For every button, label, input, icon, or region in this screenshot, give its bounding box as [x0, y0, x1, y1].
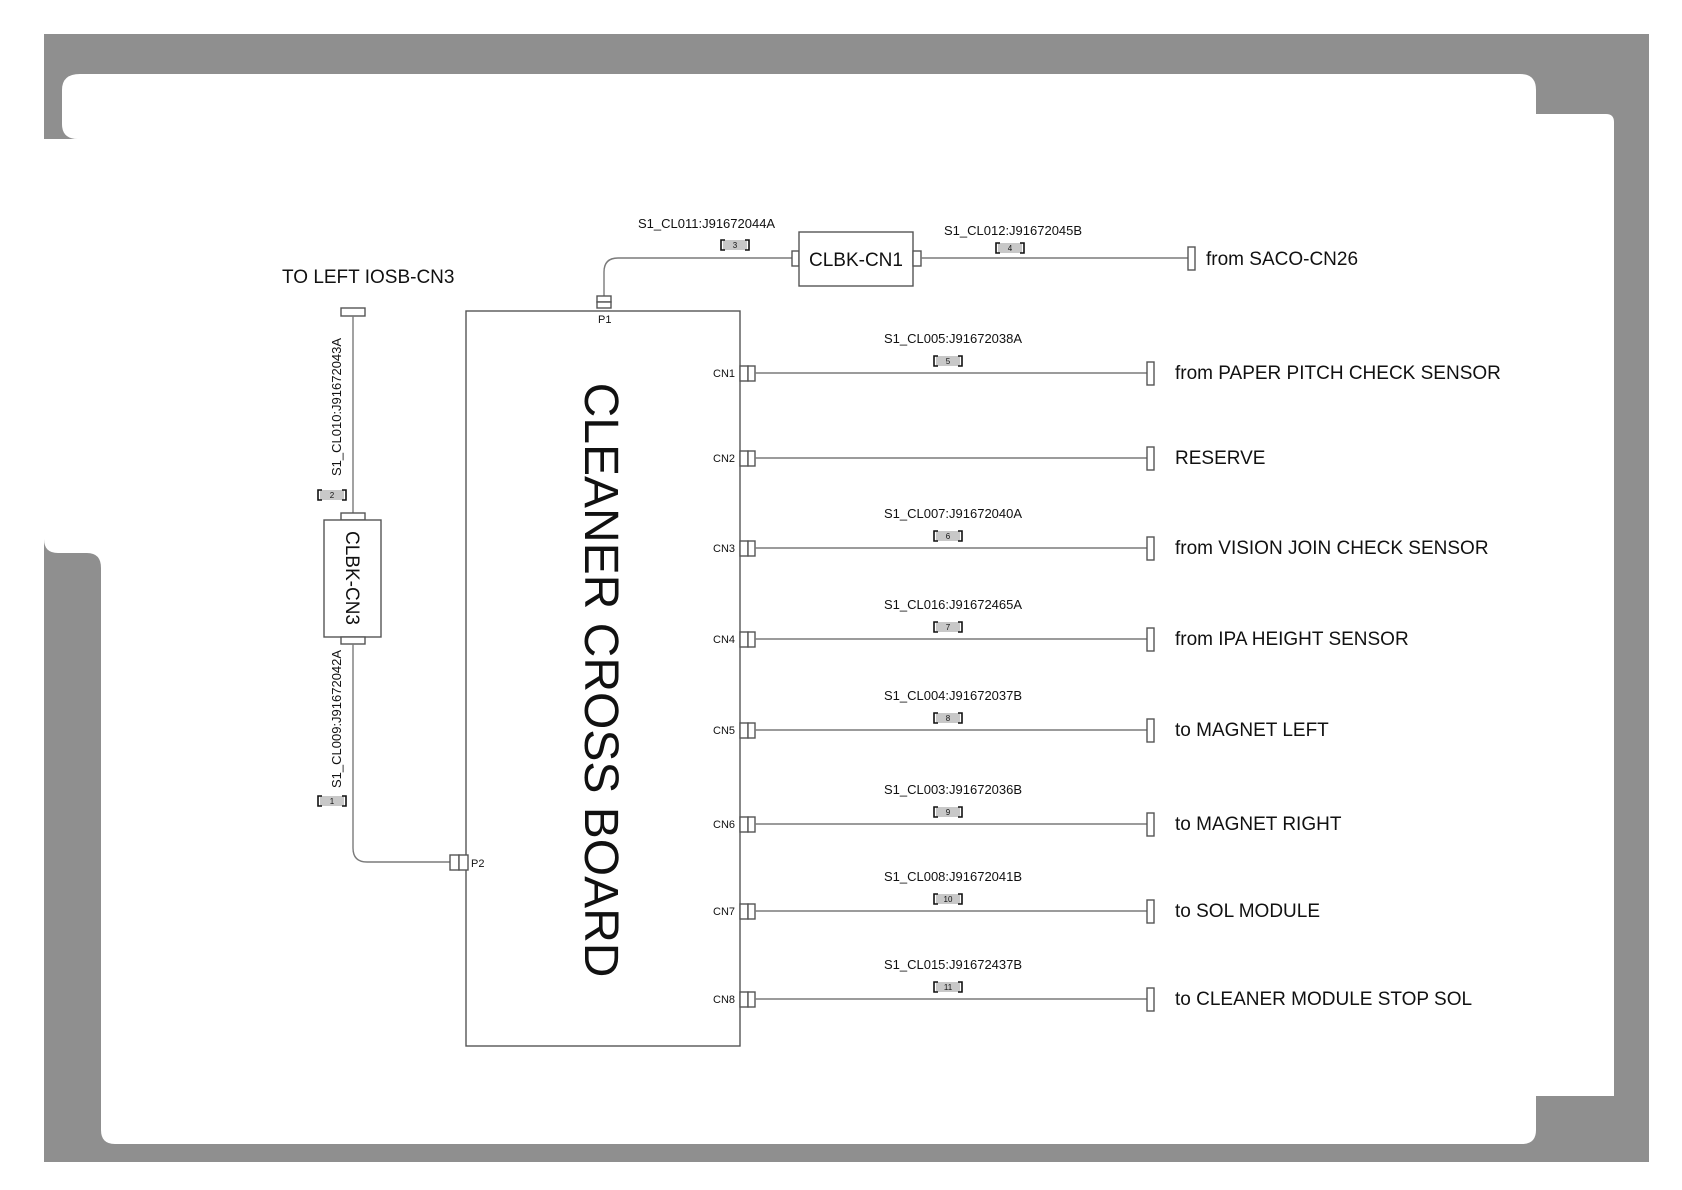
cable-label: S1_CL003:J91672036B	[883, 782, 1023, 797]
p1-label: P1	[598, 314, 612, 326]
board-connector	[740, 632, 748, 647]
destination-label: to CLEANER MODULE STOP SOL	[1175, 989, 1473, 1010]
board-connector-pin	[748, 451, 755, 466]
cleaner-cross-board	[466, 311, 740, 1046]
iosb-cn3-end-connector	[341, 308, 365, 316]
board-connector-pin	[748, 541, 755, 556]
cn-label: CN6	[713, 819, 736, 831]
end-connector	[1147, 362, 1154, 385]
cable-label-top-out: S1_CL012:J91672045B	[944, 223, 1083, 238]
tag-1-text: 1	[329, 797, 335, 806]
board-connector	[740, 723, 748, 738]
cn-label: CN1	[713, 368, 736, 380]
board-connector	[740, 992, 748, 1007]
board-connector	[740, 541, 748, 556]
tag-text: 7	[945, 623, 951, 632]
clbk-cn1-right-plug	[913, 251, 921, 266]
board-connector-pin	[748, 632, 755, 647]
saco-cn26-end-connector	[1188, 247, 1195, 270]
cable-label-left-upper: S1_CL010:J91672043A	[329, 337, 344, 476]
tag-text: 5	[945, 357, 951, 366]
cable-label: S1_CL005:J91672038A	[883, 331, 1023, 346]
tag-10	[934, 894, 962, 904]
board-connector-pin	[748, 992, 755, 1007]
tag-text: 9	[945, 808, 951, 817]
p1-connector	[597, 296, 611, 302]
destination-label: from IPA HEIGHT SENSOR	[1175, 629, 1409, 650]
board-connector	[740, 451, 748, 466]
board-connector-pin	[748, 817, 755, 832]
cable-label: S1_CL007:J91672040A	[883, 506, 1023, 521]
p1-connector-pin	[597, 302, 611, 308]
tag-4-text: 4	[1007, 244, 1013, 253]
clbk-cn1-left-plug	[792, 251, 799, 266]
p2-connector-pin	[459, 855, 468, 870]
destination-label: to MAGNET RIGHT	[1175, 814, 1342, 835]
cable-label: S1_CL016:J91672465A	[883, 597, 1023, 612]
clbk-cn3-top-plug	[341, 513, 365, 520]
end-connector	[1147, 813, 1154, 836]
board-connector-pin	[748, 723, 755, 738]
tag-7	[934, 622, 962, 632]
tag-1	[318, 796, 346, 806]
tag-6	[934, 531, 962, 541]
cn-label: CN5	[713, 725, 736, 737]
destination-label: to SOL MODULE	[1175, 901, 1321, 922]
tag-8	[934, 713, 962, 723]
end-connector	[1147, 719, 1154, 742]
cable-label: S1_CL015:J91672437B	[883, 957, 1023, 972]
end-connector	[1147, 537, 1154, 560]
cable-label-top-in: S1_CL011:J91672044A	[638, 216, 776, 231]
board-connector	[740, 817, 748, 832]
tag-9	[934, 807, 962, 817]
tag-text: 11	[943, 983, 953, 992]
cable-label: S1_CL004:J91672037B	[883, 688, 1023, 703]
board-connector-pin	[748, 366, 755, 381]
p2-connector	[450, 855, 459, 870]
tag-11	[934, 982, 962, 992]
tag-text: 10	[943, 895, 953, 904]
tag-2-text: 2	[329, 491, 335, 500]
board-connector	[740, 366, 748, 381]
end-connector	[1147, 900, 1154, 923]
left-destination-label: TO LEFT IOSB-CN3	[282, 267, 455, 288]
dest-saco-cn26: from SACO-CN26	[1206, 249, 1359, 270]
cn-label: CN3	[713, 543, 736, 555]
tag-text: 6	[945, 532, 951, 541]
board-connector	[740, 904, 748, 919]
tag-3	[721, 240, 749, 250]
tag-5	[934, 356, 962, 366]
board-connector-pin	[748, 904, 755, 919]
destination-label: RESERVE	[1175, 448, 1266, 469]
cn-label: CN4	[713, 634, 736, 646]
destination-label: from VISION JOIN CHECK SENSOR	[1175, 538, 1489, 559]
tag-2	[318, 490, 346, 500]
end-connector	[1147, 628, 1154, 651]
cable-label: S1_CL008:J91672041B	[883, 869, 1023, 884]
clbk-cn3-bottom-plug	[341, 637, 365, 644]
tag-text: 8	[945, 714, 951, 723]
clbk-cn3-label: CLBK-CN3	[341, 531, 362, 625]
cn-label: CN8	[713, 994, 736, 1006]
tag-4	[996, 243, 1024, 253]
board-label: CLEANER CROSS BOARD	[574, 382, 627, 978]
end-connector	[1147, 988, 1154, 1011]
clbk-cn1-label: CLBK-CN1	[809, 250, 903, 271]
end-connector	[1147, 447, 1154, 470]
tag-3-text: 3	[732, 241, 738, 250]
destination-label: to MAGNET LEFT	[1175, 720, 1329, 741]
p2-label: P2	[471, 858, 485, 870]
cn-label: CN7	[713, 906, 736, 918]
destination-label: from PAPER PITCH CHECK SENSOR	[1175, 363, 1501, 384]
cn-label: CN2	[713, 453, 736, 465]
cable-label-left-lower: S1_CL009:J91672042A	[329, 649, 344, 788]
